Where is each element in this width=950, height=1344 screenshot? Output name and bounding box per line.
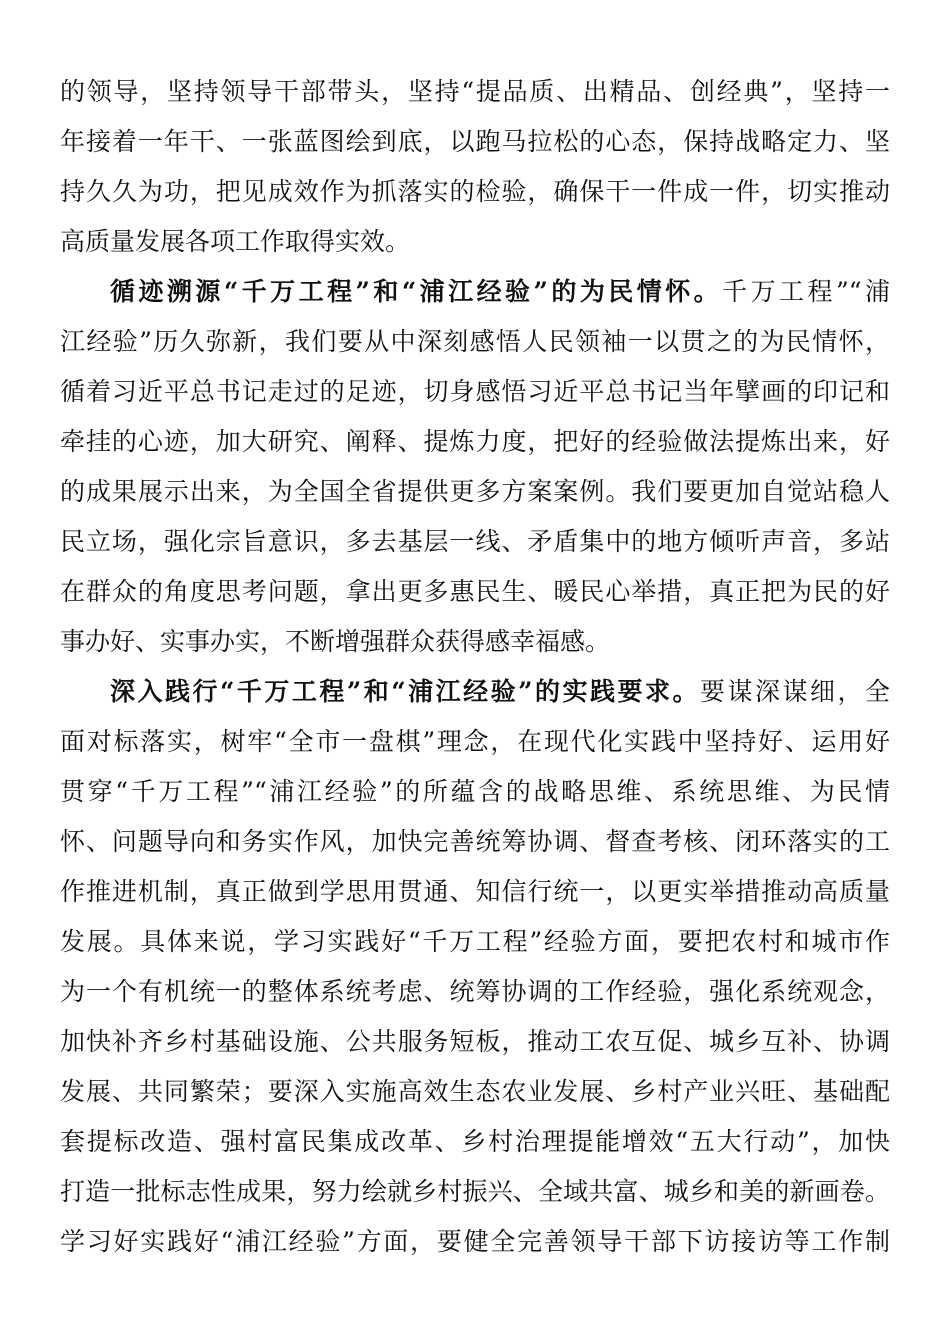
paragraph-3-line-12: 学习好实践好“浦江经验”方面，要健全完善领导干部下访接访等工作制 (60, 1227, 890, 1256)
paragraph-3-line-10: 套提标改造、强村富民集成改革、乡村治理提能增效“五大行动”，加快 (60, 1127, 890, 1156)
paragraph-3-line-3: 贯穿“千万工程”“浦江经验”的所蕴含的战略思维、系统思维、为民情 (60, 777, 890, 806)
paragraph-2-heading: 循迹溯源“千万工程”和“浦江经验”的为民情怀。 (110, 277, 723, 306)
paragraph-3-line-6: 发展。具体来说，学习实践好“千万工程”经验方面，要把农村和城市作 (60, 927, 890, 956)
paragraph-3-line-11: 打造一批标志性成果，努力绘就乡村振兴、全域共富、城乡和美的新画卷。 (60, 1177, 890, 1206)
paragraph-3-line-5: 作推进机制，真正做到学思用贯通、知信行统一，以更实举措推动高质量 (60, 877, 890, 906)
paragraph-3-line-2: 面对标落实，树牢“全市一盘棋”理念，在现代化实践中坚持好、运用好 (60, 727, 890, 756)
paragraph-3-line-7: 为一个有机统一的整体系统考虑、统筹协调的工作经验，强化系统观念， (60, 977, 890, 1006)
paragraph-2-line-2: 江经验”历久弥新，我们要从中深刻感悟人民领袖一以贯之的为民情怀， (60, 327, 890, 356)
paragraph-2-line-6: 民立场，强化宗旨意识，多去基层一线、矛盾集中的地方倾听声音，多站 (60, 527, 890, 556)
paragraph-2-line-3: 循着习近平总书记走过的足迹，切身感悟习近平总书记当年擘画的印记和 (60, 377, 890, 406)
paragraph-2-line-5: 的成果展示出来，为全国全省提供更多方案案例。我们要更加自觉站稳人 (60, 477, 890, 506)
paragraph-2-first-line-text: 千万工程”“浦 (722, 277, 890, 306)
paragraph-3-heading: 深入践行“千万工程”和“浦江经验”的实践要求。 (110, 677, 700, 706)
paragraph-2-line-8: 事办好、实事办实，不断增强群众获得感幸福感。 (60, 627, 611, 656)
paragraph-2-line-1 (110, 272, 890, 312)
paragraph-1-line-4: 高质量发展各项工作取得实效。 (60, 227, 411, 256)
paragraph-3-line-4: 怀、问题导向和务实作风，加快完善统筹协调、督查考核、闭环落实的工 (60, 827, 890, 856)
paragraph-1-line-2: 年接着一年干、一张蓝图绘到底，以跑马拉松的心态，保持战略定力、坚 (60, 127, 890, 156)
paragraph-2-line-4: 牵挂的心迹，加大研究、阐释、提炼力度，把好的经验做法提炼出来，好 (60, 427, 890, 456)
paragraph-3-first-line-text: 要谋深谋细，全 (699, 677, 890, 706)
paragraph-1-line-3: 持久久为功，把见成效作为抓落实的检验，确保干一件成一件，切实推动 (60, 177, 890, 206)
paragraph-3-line-9: 发展、共同繁荣；要深入实施高效生态农业发展、乡村产业兴旺、基础配 (60, 1077, 890, 1106)
paragraph-1-line-1: 的领导，坚持领导干部带头，坚持“提品质、出精品、创经典”，坚持一 (60, 77, 890, 106)
paragraph-3-line-8: 加快补齐乡村基础设施、公共服务短板，推动工农互促、城乡互补、协调 (60, 1027, 890, 1056)
paragraph-2-line-7: 在群众的角度思考问题，拿出更多惠民生、暖民心举措，真正把为民的好 (60, 577, 890, 606)
paragraph-3-line-1 (110, 672, 890, 712)
